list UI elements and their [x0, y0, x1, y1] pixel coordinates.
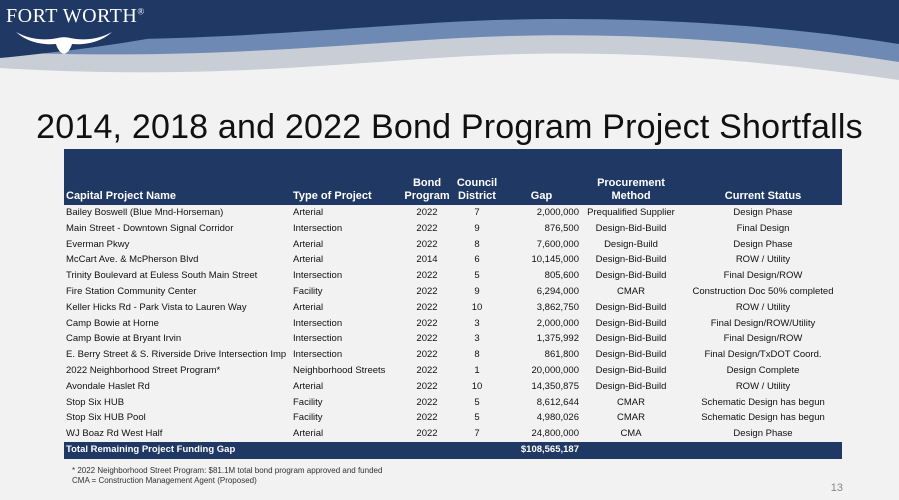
cell-project-name: McCart Ave. & McPherson Blvd: [66, 254, 199, 266]
cell-bond-program: 2022: [416, 364, 438, 376]
longhorn-icon: [14, 29, 114, 55]
table-header: [64, 149, 842, 205]
cell-gap: 3,862,750: [536, 301, 579, 313]
cell-status: ROW / Utility: [735, 301, 791, 313]
table-row: [64, 221, 842, 237]
cell-gap: 876,500: [544, 222, 579, 234]
cell-status: Design Complete: [726, 364, 800, 376]
cell-type: Intersection: [293, 222, 343, 234]
cell-council-district: 7: [474, 207, 480, 218]
cell-type: Intersection: [293, 270, 343, 282]
header-bond-program: [404, 177, 450, 203]
table-body: [64, 205, 842, 442]
page-title: 2014, 2018 and 2022 Bond Program Project Shortfalls: [36, 108, 863, 146]
cell-gap: 8,612,644: [536, 396, 579, 408]
table-row: [64, 426, 842, 442]
cell-bond-program: 2022: [416, 207, 438, 218]
table-row: [64, 237, 842, 253]
table-row: [64, 205, 842, 221]
cell-type: Arterial: [293, 254, 324, 266]
cell-gap: 10,145,000: [531, 254, 579, 266]
cell-bond-program: 2022: [416, 349, 438, 361]
cell-type: Facility: [293, 285, 323, 297]
cell-gap: 805,600: [544, 270, 579, 282]
cell-status: Schematic Design has begun: [701, 412, 825, 424]
cell-type: Arterial: [293, 428, 324, 440]
cell-project-name: Keller Hicks Rd - Park Vista to Lauren Way: [66, 301, 247, 313]
cell-status: Construction Doc 50% completed: [692, 285, 834, 297]
shortfalls-table: [64, 149, 842, 459]
cell-bond-program: 2022: [416, 238, 438, 250]
cell-status: Design Phase: [733, 207, 793, 218]
cell-council-district: 8: [474, 238, 480, 250]
cell-bond-program: 2022: [416, 412, 438, 424]
cell-status: ROW / Utility: [735, 380, 791, 392]
cell-procurement-method: Design-Bid-Build: [595, 301, 667, 313]
table-row: [64, 252, 842, 268]
total-row: [64, 442, 842, 459]
cell-status: Final Design/TxDOT Coord.: [704, 349, 822, 361]
cell-procurement-method: Design-Bid-Build: [595, 317, 667, 329]
footnote-cma: CMA = Construction Management Agent (Proposed): [72, 476, 257, 485]
header-council-line1: Council: [456, 177, 498, 189]
cell-status: ROW / Utility: [735, 254, 791, 266]
cell-procurement-method: CMAR: [617, 396, 645, 408]
cell-project-name: Main Street - Downtown Signal Corridor: [66, 222, 234, 234]
cell-type: Arterial: [293, 380, 324, 392]
cell-council-district: 5: [474, 270, 480, 282]
header-procurement: [580, 177, 682, 203]
cell-project-name: Bailey Boswell (Blue Mnd-Horseman): [66, 207, 224, 218]
cell-bond-program: 2014: [416, 254, 438, 266]
cell-gap: 2,000,000: [536, 317, 579, 329]
header-gap: Gap: [530, 190, 553, 202]
cell-type: Intersection: [293, 333, 343, 345]
cell-council-district: 3: [474, 317, 480, 329]
header-council-district: [454, 177, 500, 203]
cell-council-district: 5: [474, 396, 480, 408]
cell-type: Intersection: [293, 317, 343, 329]
cell-procurement-method: Design-Bid-Build: [595, 349, 667, 361]
cell-status: Final Design/ROW: [723, 333, 803, 345]
cell-status: Design Phase: [733, 428, 793, 440]
header-council-line2: District: [458, 190, 496, 202]
cell-project-name: Fire Station Community Center: [66, 285, 197, 297]
header-proc-line1: Procurement: [597, 177, 665, 189]
table-row: [64, 331, 842, 347]
cell-type: Neighborhood Streets: [293, 364, 386, 376]
cell-gap: 1,375,992: [536, 333, 579, 345]
cell-gap: 2,000,000: [536, 207, 579, 218]
cell-procurement-method: Design-Bid-Build: [595, 380, 667, 392]
cell-council-district: 8: [474, 349, 480, 361]
cell-project-name: Avondale Haslet Rd: [66, 380, 150, 392]
cell-procurement-method: Design-Build: [604, 238, 658, 250]
header-bond-line2: Program: [404, 190, 450, 202]
cell-project-name: 2022 Neighborhood Street Program*: [66, 364, 221, 376]
cell-status: Final Design/ROW: [723, 270, 803, 282]
cell-project-name: Camp Bowie at Bryant Irvin: [66, 333, 182, 345]
cell-bond-program: 2022: [416, 380, 438, 392]
cell-gap: 20,000,000: [531, 364, 579, 376]
cell-project-name: Everman Pkwy: [66, 238, 130, 250]
table-row: [64, 316, 842, 332]
cell-bond-program: 2022: [416, 222, 438, 234]
cell-procurement-method: CMAR: [617, 412, 645, 424]
header-project-name: Capital Project Name: [66, 190, 177, 202]
cell-bond-program: 2022: [416, 317, 438, 329]
cell-bond-program: 2022: [416, 396, 438, 408]
cell-bond-program: 2022: [416, 333, 438, 345]
cell-council-district: 9: [474, 222, 480, 234]
cell-type: Arterial: [293, 301, 324, 313]
cell-bond-program: 2022: [416, 270, 438, 282]
logo-registered-mark: ®: [137, 6, 145, 17]
table-row: [64, 410, 842, 426]
cell-gap: 24,800,000: [531, 428, 579, 440]
cell-gap: 861,800: [544, 349, 579, 361]
cell-council-district: 1: [474, 364, 480, 376]
cell-project-name: E. Berry Street & S. Riverside Drive Intersection Imp: [66, 349, 287, 361]
cell-status: Design Phase: [733, 238, 793, 250]
cell-council-district: 10: [471, 301, 483, 313]
cell-procurement-method: CMA: [620, 428, 642, 440]
header-status: Current Status: [724, 190, 802, 202]
footnote-neighborhood: * 2022 Neighborhood Street Program: $81.1M total bond program approved and funded: [72, 466, 383, 475]
cell-bond-program: 2022: [416, 285, 438, 297]
cell-council-district: 3: [474, 333, 480, 345]
header-proc-line2: Method: [611, 190, 651, 202]
cell-procurement-method: Design-Bid-Build: [595, 270, 667, 282]
cell-bond-program: 2022: [416, 428, 438, 440]
table-row: [64, 379, 842, 395]
total-value: $108,565,187: [520, 443, 579, 455]
cell-council-district: 6: [474, 254, 480, 266]
cell-procurement-method: Design-Bid-Build: [595, 254, 667, 266]
cell-procurement-method: CMAR: [617, 285, 645, 297]
table-row: [64, 300, 842, 316]
table-row: [64, 284, 842, 300]
cell-procurement-method: Design-Bid-Build: [595, 364, 667, 376]
header-type: Type of Project: [293, 190, 372, 202]
cell-type: Arterial: [293, 238, 324, 250]
cell-procurement-method: Prequalified Supplier: [587, 207, 675, 218]
cell-project-name: Stop Six HUB: [66, 396, 125, 408]
cell-type: Arterial: [293, 207, 324, 218]
cell-gap: 4,980,026: [536, 412, 579, 424]
cell-council-district: 7: [474, 428, 480, 440]
table-row: [64, 395, 842, 411]
cell-type: Intersection: [293, 349, 343, 361]
cell-type: Facility: [293, 412, 323, 424]
table-row: [64, 363, 842, 379]
cell-status: Final Design/ROW/Utility: [710, 317, 816, 329]
cell-bond-program: 2022: [416, 301, 438, 313]
cell-procurement-method: Design-Bid-Build: [595, 222, 667, 234]
cell-council-district: 10: [471, 380, 483, 392]
cell-procurement-method: Design-Bid-Build: [595, 333, 667, 345]
cell-project-name: Trinity Boulevard at Euless South Main Street: [66, 270, 258, 282]
cell-type: Facility: [293, 396, 323, 408]
table-row: [64, 347, 842, 363]
logo-text: FORT WORTH: [6, 5, 138, 27]
cell-project-name: WJ Boaz Rd West Half: [66, 428, 163, 440]
cell-council-district: 9: [474, 285, 480, 297]
cell-status: Schematic Design has begun: [701, 396, 825, 408]
page-number: 13: [830, 482, 843, 494]
cell-gap: 6,294,000: [536, 285, 579, 297]
fort-worth-logo: [6, 5, 145, 28]
cell-status: Final Design: [736, 222, 790, 234]
cell-gap: 7,600,000: [536, 238, 579, 250]
cell-project-name: Camp Bowie at Horne: [66, 317, 159, 329]
header-bond-line1: Bond: [412, 177, 442, 189]
cell-gap: 14,350,875: [531, 380, 579, 392]
cell-project-name: Stop Six HUB Pool: [66, 412, 146, 424]
cell-council-district: 5: [474, 412, 480, 424]
table-row: [64, 268, 842, 284]
total-label: Total Remaining Project Funding Gap: [66, 443, 236, 455]
